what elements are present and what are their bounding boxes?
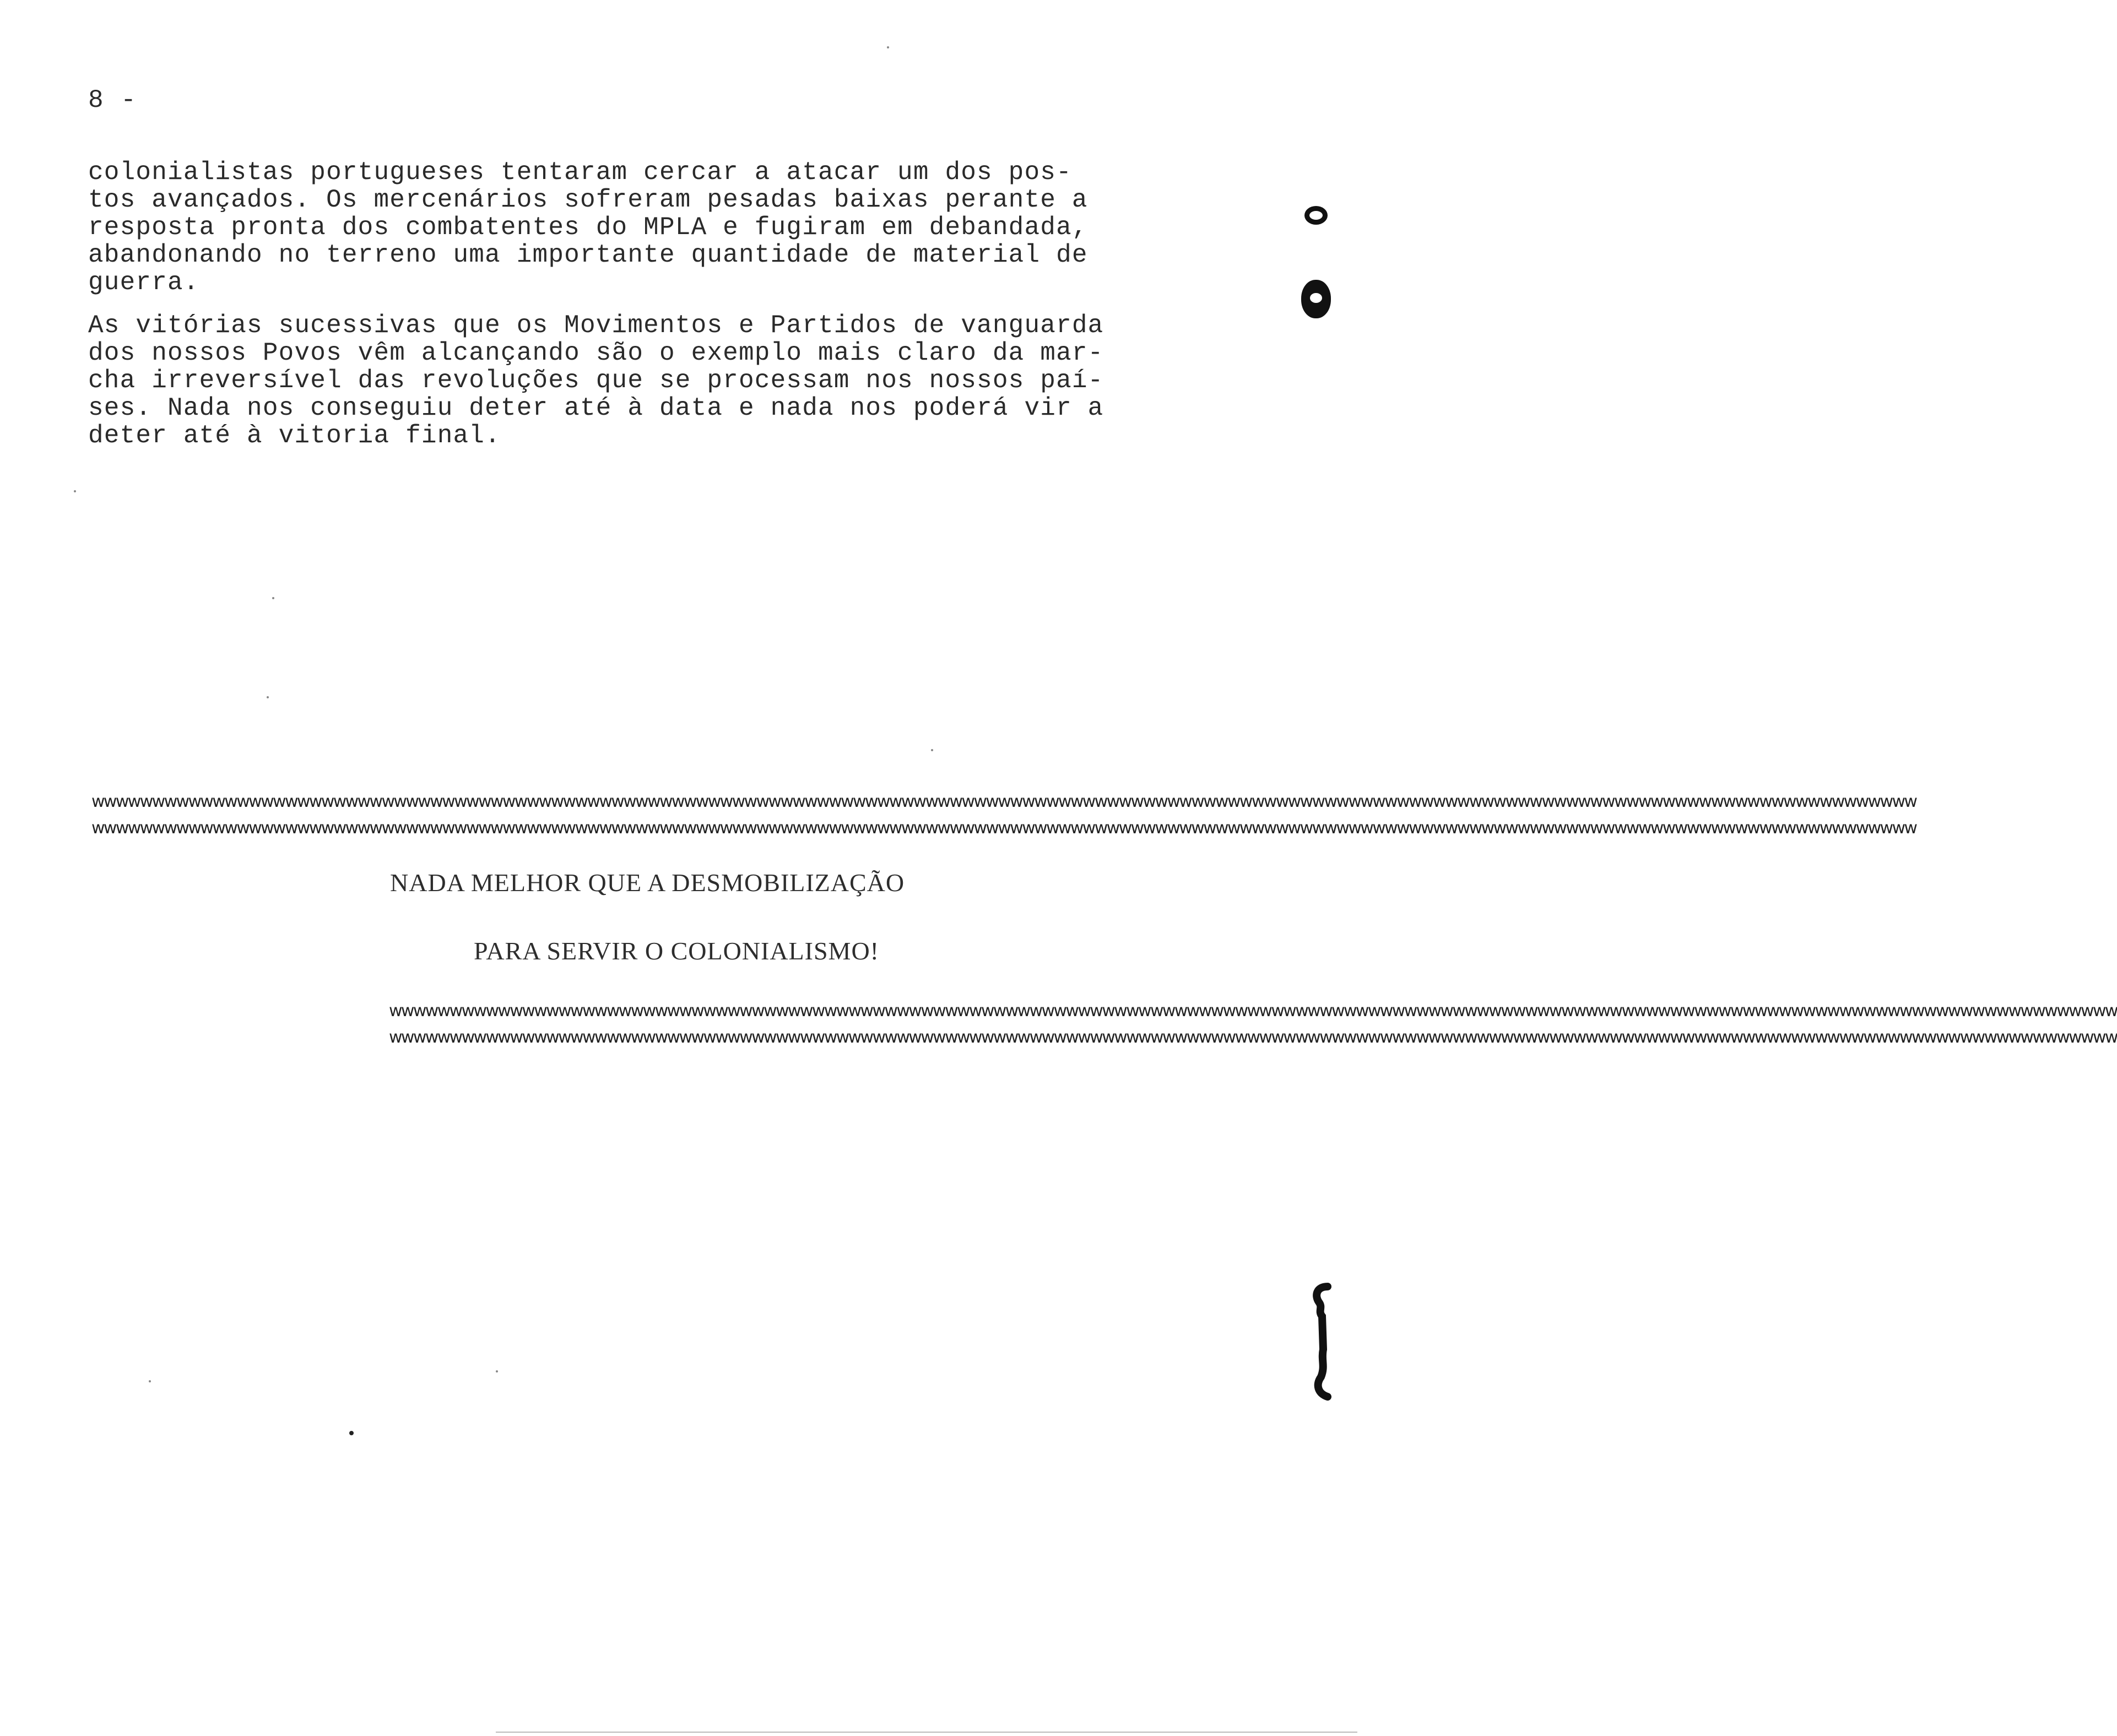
speck <box>887 46 889 48</box>
paragraph-line: guerra. <box>88 268 199 297</box>
speck <box>349 1431 354 1435</box>
paragraph-1 <box>88 159 1146 296</box>
paragraph-line: colonialistas portugueses tentaram cercar a atacar um dos pos- <box>88 158 1072 187</box>
punch-hole-icon <box>1301 280 1331 318</box>
binder-clip-icon <box>1311 1283 1333 1399</box>
paragraph-line: deter até à vitoria final. <box>88 421 501 450</box>
speck <box>931 749 933 751</box>
speck <box>272 597 274 599</box>
speck <box>149 1380 151 1382</box>
wave-divider-top: wwwwwwwwwwwwwwwwwwwwwwwwwwwwwwwwwwwwwwwwwwwwwwwwwwwwwwwwwwwwwwwwwwwwwwwwwwwwwwwwwwwwwwwwwwwwwwwwwwwwwwwwwwwwwwwwwwwwwwwwwwwwwwwwwwwwwwwwwwwwwwwwwwwwwww <box>91 792 1916 811</box>
speck <box>74 490 76 492</box>
punch-hole-icon <box>1304 206 1328 225</box>
wave-divider-bottom: wwwwwwwwwwwwwwwwwwwwwwwwwwwwwwwwwwwwwwwwwwwwwwwwwwwwwwwwwwwwwwwwwwwwwwwwwwwwwwwwwwwwwwwwwwwwwwwwwwwwwwwwwwwwwwwwwwwwwwwwwwwwwwwwwwwwwwwwwwwwwww <box>389 1028 2117 1047</box>
page-edge-rule <box>496 1732 1357 1733</box>
paragraph-line: tos avançados. Os mercenários sofreram pesadas baixas perante a <box>88 186 1088 214</box>
slogan-line-1: NADA MELHOR QUE A DESMOBILIZAÇÃO <box>390 869 905 897</box>
paragraph-line: As vitórias sucessivas que os Movimentos e Partidos de vanguarda <box>88 311 1104 340</box>
paragraph-line: abandonando no terreno uma importante quantidade de material de <box>88 241 1088 269</box>
paragraph-2 <box>88 312 1146 449</box>
page-number: 8 - <box>88 86 137 115</box>
paragraph-line: dos nossos Povos vêm alcançando são o exemplo mais claro da mar- <box>88 339 1104 367</box>
wave-divider-bottom: wwwwwwwwwwwwwwwwwwwwwwwwwwwwwwwwwwwwwwwwwwwwwwwwwwwwwwwwwwwwwwwwwwwwwwwwwwwwwwwwwwwwwwwwwwwwwwwwwwwwwwwwwwwwwwwwwwwwwwwwwwwwwwwwwwwwwwwwwwwwwww <box>389 1001 2117 1021</box>
slogan-line-2: PARA SERVIR O COLONIALISMO! <box>474 937 879 965</box>
speck <box>267 696 269 698</box>
wave-divider-top: wwwwwwwwwwwwwwwwwwwwwwwwwwwwwwwwwwwwwwwwwwwwwwwwwwwwwwwwwwwwwwwwwwwwwwwwwwwwwwwwwwwwwwwwwwwwwwwwwwwwwwwwwwwwwwwwwwwwwwwwwwwwwwwwwwwwwwwwwwwwwwwwwwwwwww <box>91 818 1916 838</box>
paragraph-line: resposta pronta dos combatentes do MPLA e fugiram em debandada, <box>88 213 1088 242</box>
speck <box>496 1370 498 1372</box>
paragraph-line: ses. Nada nos conseguiu deter até à data e nada nos poderá vir a <box>88 394 1104 422</box>
paragraph-line: cha irreversível das revoluções que se processam nos nossos paí- <box>88 366 1104 395</box>
